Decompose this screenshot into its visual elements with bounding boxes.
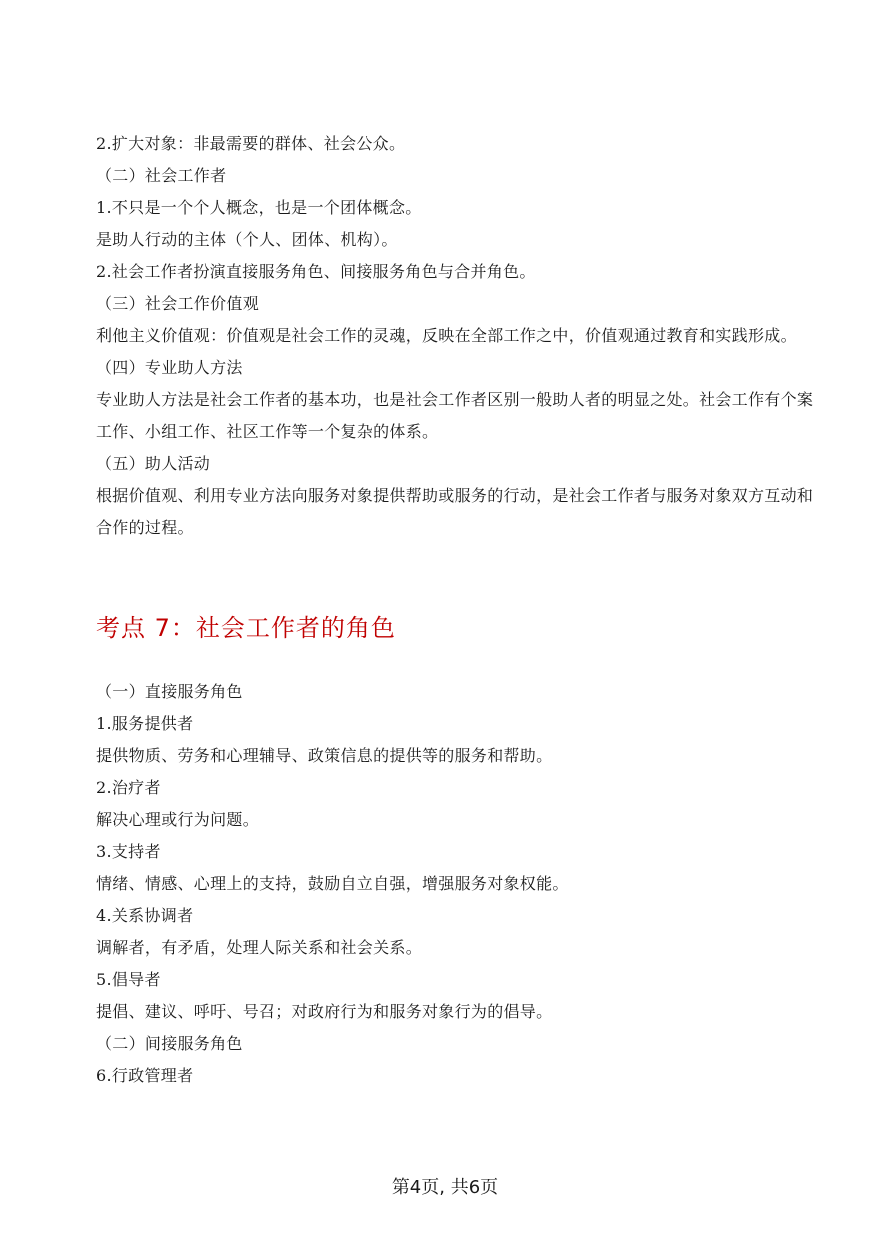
text-line: 情绪、情感、心理上的支持，鼓励自立自强，增强服务对象权能。: [96, 874, 569, 893]
subheading: （五）助人活动: [96, 454, 211, 473]
text-line: 2.扩大对象：非最需要的群体、社会公众。: [96, 134, 406, 153]
paragraph: 根据价值观、利用专业方法向服务对象提供帮助或服务的行动，是社会工作者与服务对象双方互动和合作的过程。: [96, 486, 814, 537]
subheading: （一）直接服务角色: [96, 682, 243, 701]
list-item-title: 5.倡导者: [96, 970, 161, 989]
page-number: 第4页, 共6页: [391, 1177, 499, 1198]
section-heading: 考点 7：社会工作者的角色: [96, 614, 396, 642]
list-item-title: 3.支持者: [96, 842, 161, 861]
text-line: 提供物质、劳务和心理辅导、政策信息的提供等的服务和帮助。: [96, 746, 553, 765]
text-line: 1.不只是一个个人概念，也是一个团体概念。: [96, 198, 422, 217]
list-item-title: 2.治疗者: [96, 778, 161, 797]
list-item-title: 1.服务提供者: [96, 714, 194, 733]
paragraph: 利他主义价值观：价值观是社会工作的灵魂，反映在全部工作之中，价值观通过教育和实践形成。: [96, 326, 797, 345]
document-body-lower: [96, 676, 816, 1092]
text-line: 提倡、建议、呼吁、号召；对政府行为和服务对象行为的倡导。: [96, 1002, 553, 1021]
text-line: 调解者，有矛盾，处理人际关系和社会关系。: [96, 938, 423, 957]
list-item-title: 4.关系协调者: [96, 906, 194, 925]
paragraph: 专业助人方法是社会工作者的基本功，也是社会工作者区别一般助人者的明显之处。社会工作有个案工作、小组工作、社区工作等一个复杂的体系。: [96, 390, 814, 441]
document-body-upper: [96, 128, 816, 544]
text-line: 解决心理或行为问题。: [96, 810, 260, 829]
subheading: （三）社会工作价值观: [96, 294, 260, 313]
list-item-title: 6.行政管理者: [96, 1066, 194, 1085]
text-line: 是助人行动的主体（个人、团体、机构）。: [96, 230, 398, 249]
subheading: （四）专业助人方法: [96, 358, 243, 377]
text-line: 2.社会工作者扮演直接服务角色、间接服务角色与合并角色。: [96, 262, 536, 281]
subheading: （二）社会工作者: [96, 166, 227, 185]
subheading: （二）间接服务角色: [96, 1034, 243, 1053]
